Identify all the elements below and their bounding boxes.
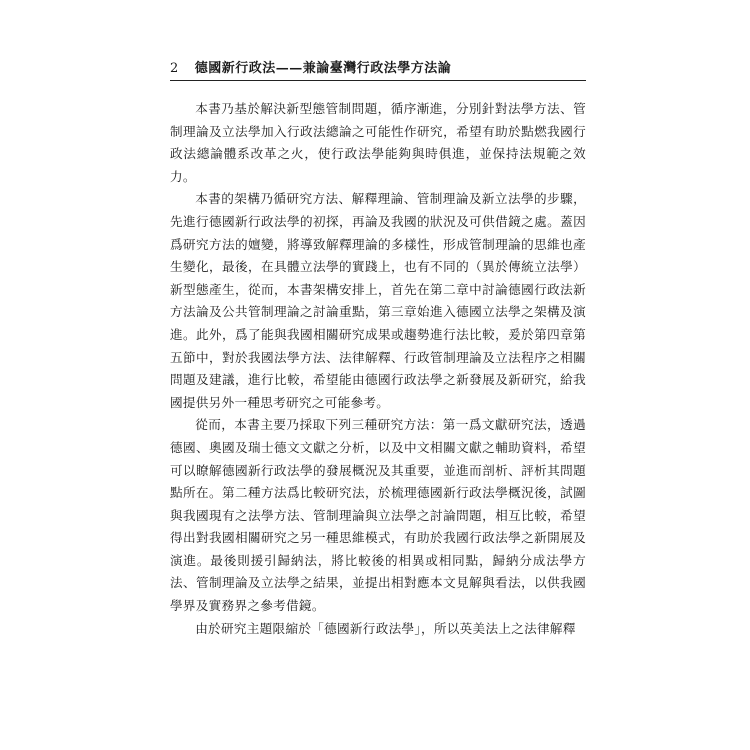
paragraph-scope: 由於研究主題限縮於「德國新行政法學」，所以英美法上之法律解釋 [195, 620, 576, 636]
paragraph-methods: 從而，本書主要乃採取下列三種研究方法：第一爲文獻研究法，透過德國、奧國及瑞士德文文獻之分析，以及中文相關文獻之輔助資料，希望可以瞭解德國新行政法學的發展概況及其重要，並進而剖析、評析其問題點所在。第二種方法爲比較研究法，於梳理德國新行政法學概況後，試圖與我國現有之法學方法、管制理論與立法學之討論問題，相互比較，希望得出對我國相關研究之另一種思維模式，有助於我國行政法學之新開展及演進。最後則援引歸納法，將比較後的相異或相同點，歸納分成法學方法、管制理論及立法學之結果，並提出相對應本文見解與看法，以供我國學界及實務界之參考借鏡。 [170, 417, 586, 614]
page-number: 2 [170, 61, 179, 76]
paragraph-purpose: 本書乃基於解決新型態管制問題，循序漸進，分別針對法學方法、管制理論及立法學加入行政法總論之可能性作研究，希望有助於點燃我國行政法總論體系改革之火，使行政法學能夠與時俱進，並保持法規範之效力。 [170, 101, 586, 184]
running-header [170, 57, 451, 76]
header-rule [170, 80, 586, 81]
paragraph-structure: 本書的架構乃循研究方法、解釋理論、管制理論及新立法學的步驟，先進行德國新行政法學的初探，再論及我國的狀況及可供借鏡之處。蓋因爲研究方法的嬗變，將導致解釋理論的多樣性，形成管制理論的思維也產生變化，最後，在具體立法學的實踐上，也有不同的（異於傳統立法學）新型態產生，從而，本書架構安排上，首先在第二章中討論德國行政法新方法論及公共管制理論之討論重點，第三章始進入德國立法學之架構及演進。此外，爲了能與我國相關研究成果或趨勢進行法比較，爰於第四章第五節中，對於我國法學方法、法律解釋、行政管制理論及立法程序之相關問題及建議，進行比較，希望能由德國行政法學之新發展及新研究，給我國提供另外一種思考研究之可能參考。 [170, 191, 586, 410]
running-title: 德國新行政法——兼論臺灣行政法學方法論 [194, 61, 452, 76]
body-text [170, 98, 586, 640]
